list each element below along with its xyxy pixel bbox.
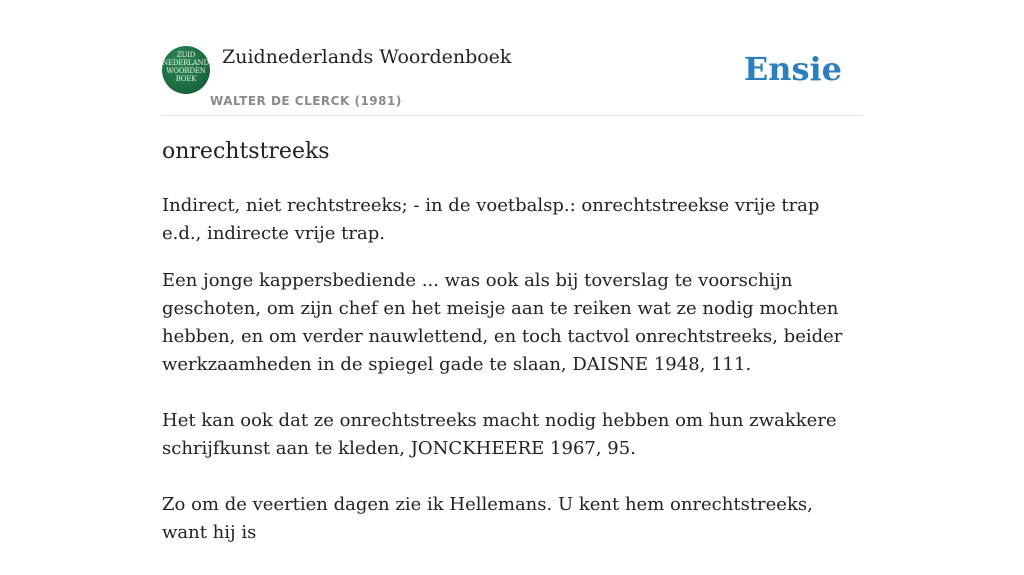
entry-quote: Zo om de veertien dagen zie ik Hellemans. U kent hem onrechtstreeks, want hij is [162,494,813,543]
entry-quote: Het kan ook dat ze onrechtstreeks macht nodig hebben om hun zwakkere schrijfkunst aan te kleden, JONCKHEERE 1967, 95. [162,410,837,459]
entry-term: onrechtstreeks [162,139,330,164]
logo-text-line: ZUID [176,51,196,59]
dictionary-header [162,46,862,116]
dictionary-title[interactable]: Zuidnederlands Woordenboek [222,46,512,68]
dictionary-author: WALTER DE CLERCK (1981) [210,94,402,108]
entry-quote: Een jonge kappersbediende ... was ook als bij toverslag te voorschijn geschoten, om zijn chef en het meisje aan te reiken wat ze nodig mochten hebben, en om verder nauwlettend, en toch tactvol onrechtstreeks, beider werkzaamheden in de spiegel gade te slaan, DAISNE 1948, 111. [162,270,843,375]
entry-content [162,192,862,575]
dictionary-logo-icon[interactable] [162,46,214,94]
logo-text-line: WOORDEN [166,67,206,75]
entry-definition: Indirect, niet rechtstreeks; - in de voetbalsp.: onrechtstreekse vrije trap e.d., indirecte vrije trap. [162,195,820,244]
ensie-brand-link[interactable]: Ensie [743,50,842,88]
logo-text-line: NEDERLANDS [162,59,214,67]
logo-text-line: BOEK [175,75,197,83]
